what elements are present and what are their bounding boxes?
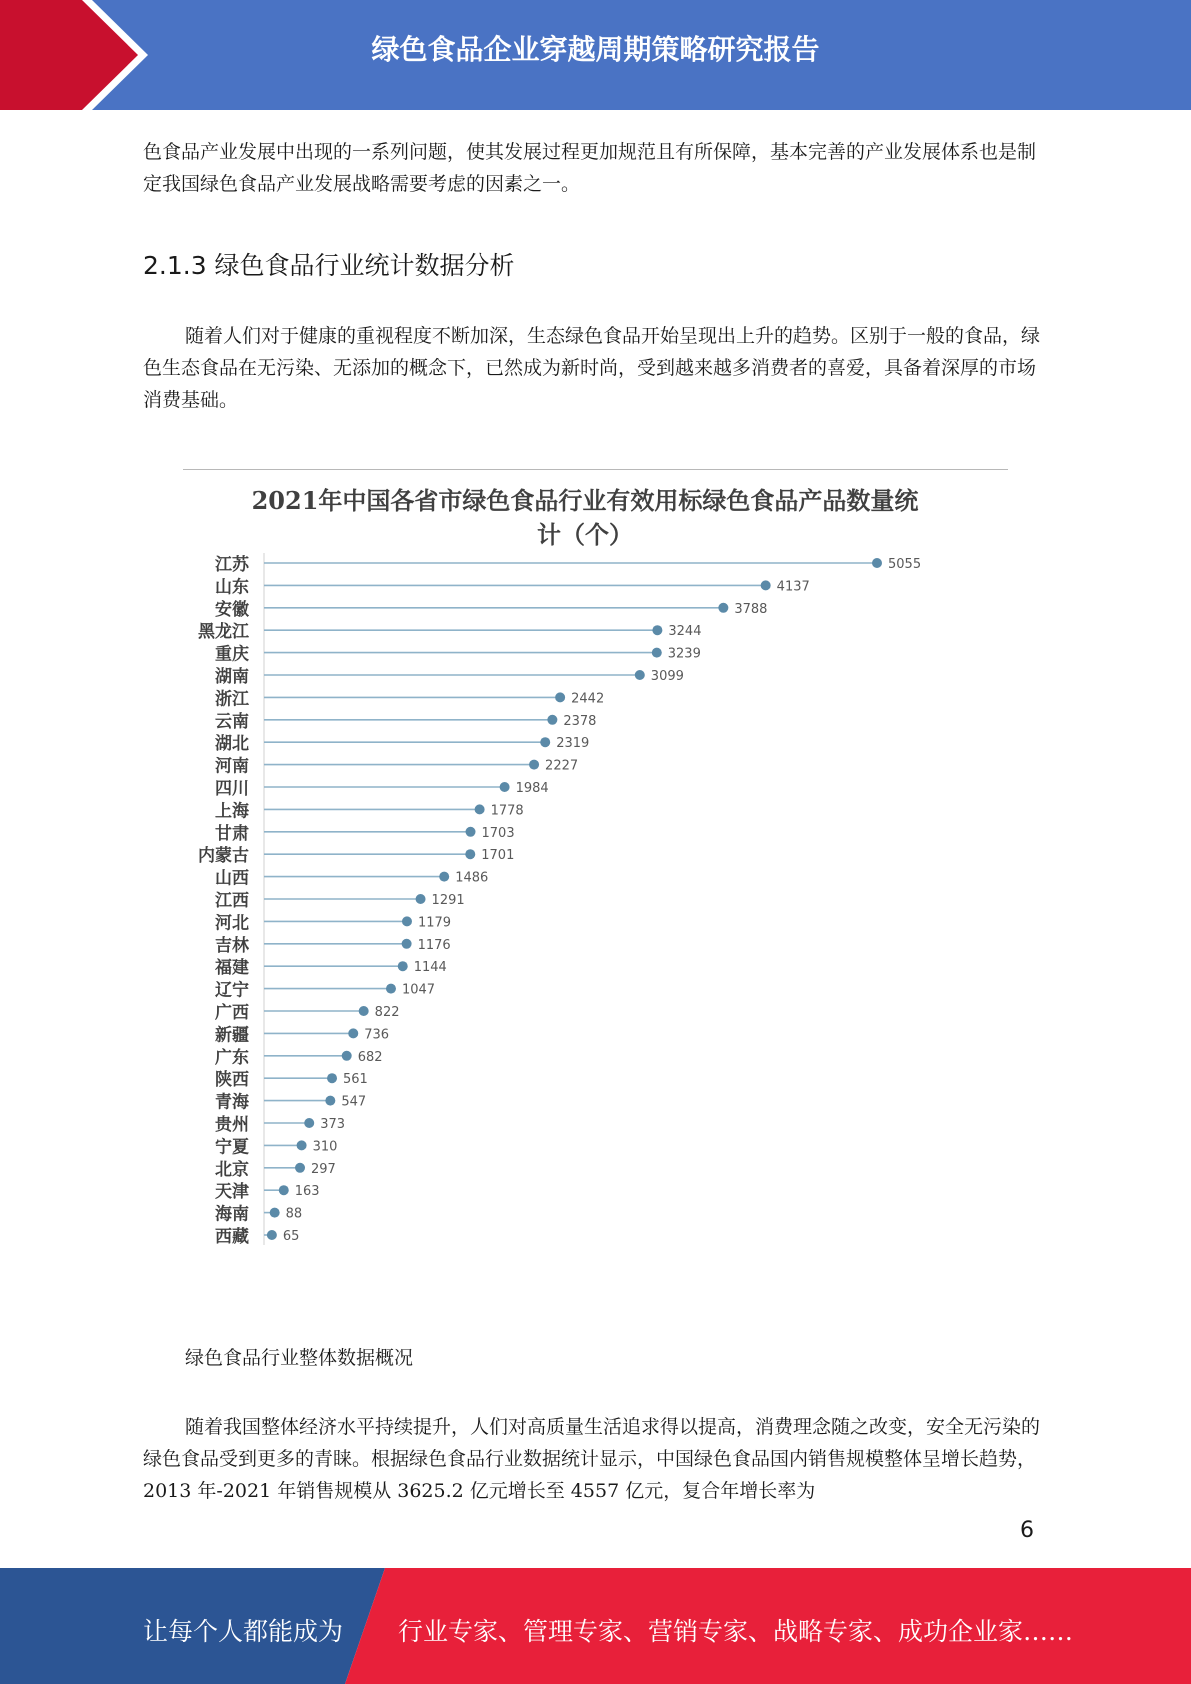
category-label: 上海 [215,801,249,822]
data-label: 297 [311,1161,336,1177]
lollipop-marker [465,849,475,859]
category-label: 甘肃 [215,823,249,844]
data-label: 1486 [455,870,489,886]
lollipop-marker [475,804,485,814]
lollipop-marker [635,670,645,680]
data-label: 5055 [888,557,922,572]
lollipop-marker [279,1185,289,1195]
lollipop-marker [402,939,412,949]
category-label: 山西 [215,868,249,889]
lollipop-marker [398,961,408,971]
category-label: 贵州 [215,1115,249,1135]
data-label: 1291 [431,893,465,908]
category-label: 黑龙江 [198,622,249,643]
lollipop-marker [327,1073,337,1083]
lollipop-marker [652,648,662,658]
lollipop-marker [270,1208,280,1218]
category-label: 云南 [215,711,249,732]
footer-slogan-left: 让每个人都能成为 [143,1617,344,1646]
data-label: 3788 [734,601,768,617]
category-label: 河北 [215,913,249,934]
paragraph-sales: 随着我国整体经济水平持续提升，人们对高质量生活追求得以提高，消费理念随之改变，安全无污染的绿色食品受到更多的青睐。根据绿色食品行业数据统计显示，中国绿色食品国内销售规模整体呈增长趋势，2013 年-2021 年销售规模从 3625.2 亿元增长至 4557 亿元，复合年增长率为 [143,1416,1041,1502]
data-label: 4137 [776,579,810,595]
data-label: 822 [374,1005,400,1020]
category-label: 山东 [215,577,249,598]
lollipop-marker [547,715,557,725]
category-label: 陕西 [215,1070,249,1091]
lollipop-marker [761,580,771,590]
lollipop-marker [267,1230,277,1240]
lollipop-marker [555,692,565,702]
category-label: 江苏 [215,555,249,575]
data-label: 3239 [667,646,701,662]
category-label: 浙江 [215,689,249,710]
lollipop-marker [297,1140,307,1150]
data-label: 1778 [490,803,524,819]
data-label: 1984 [515,781,549,796]
lollipop-marker [652,625,662,635]
data-label: 2227 [545,758,579,774]
lollipop-marker [295,1163,305,1173]
category-label: 内蒙古 [198,846,249,867]
section-heading: 2.1.3 绿色食品行业统计数据分析 [143,251,515,280]
category-label: 海南 [215,1204,249,1225]
lollipop-marker [718,603,728,613]
category-label: 广东 [215,1047,249,1068]
data-label: 1701 [481,848,515,864]
chart-title: 2021年中国各省市绿色食品行业有效用标绿色食品产品数量统计（个） [251,486,919,549]
category-label: 福建 [215,958,249,979]
category-label: 西藏 [215,1227,249,1247]
data-label: 2442 [571,691,605,707]
paragraph-intro: 色食品产业发展中出现的一系列问题，使其发展过程更加规范且有所保障，基本完善的产业发展体系也是制定我国绿色食品产业发展战略需要考虑的因素之一。 [143,141,1037,195]
lollipop-marker [540,737,550,747]
category-label: 宁夏 [215,1137,249,1158]
lollipop-marker [402,916,412,926]
category-label: 北京 [215,1159,249,1180]
data-label: 2378 [563,713,597,729]
data-label: 2319 [556,736,590,752]
category-label: 安徽 [215,599,249,620]
category-label: 天津 [215,1182,249,1203]
paragraph-trend: 随着人们对于健康的重视程度不断加深，生态绿色食品开始呈现出上升的趋势。区别于一般的食品，绿色生态食品在无污染、无添加的概念下，已然成为新时尚，受到越来越多消费者的喜爱，具备着深厚的市场消费基础。 [143,325,1041,411]
lollipop-marker [500,782,510,792]
data-label: 65 [282,1229,300,1244]
data-label: 682 [357,1049,383,1065]
data-label: 310 [312,1139,338,1155]
data-label: 1176 [417,937,451,953]
category-label: 新疆 [215,1025,249,1046]
chart-caption: 绿色食品行业整体数据概况 [185,1347,414,1369]
data-label: 547 [341,1094,367,1110]
data-label: 1703 [481,825,515,841]
page-number: 6 [1020,1518,1034,1543]
category-label: 广西 [215,1003,249,1023]
data-label: 163 [294,1184,320,1200]
data-label: 88 [285,1206,303,1222]
category-label: 重庆 [215,644,249,665]
lollipop-marker [348,1028,358,1038]
data-label: 373 [320,1117,346,1132]
lollipop-marker [359,1006,369,1016]
data-label: 1179 [417,915,452,931]
data-label: 3244 [668,624,702,640]
lollipop-marker [416,894,426,904]
category-label: 辽宁 [215,980,249,1001]
category-label: 湖北 [215,734,249,755]
lollipop-marker [872,558,882,568]
data-label: 1144 [413,960,447,976]
category-label: 河南 [215,756,249,777]
footer-slogan-right: 行业专家、管理专家、营销专家、战略专家、成功企业家…… [398,1617,1074,1646]
lollipop-marker [325,1096,335,1106]
data-label: 561 [343,1072,368,1088]
lollipop-marker [342,1051,352,1061]
lollipop-marker [529,760,539,770]
lollipop-marker [386,984,396,994]
data-label: 3099 [650,669,684,684]
report-title: 绿色食品企业穿越周期策略研究报告 [371,33,820,66]
data-label: 1047 [401,982,436,998]
category-label: 青海 [215,1092,249,1113]
lollipop-marker [304,1118,314,1128]
category-label: 湖南 [215,667,249,687]
category-label: 吉林 [215,935,249,956]
lollipop-marker [466,827,476,837]
category-label: 四川 [215,779,249,799]
data-label: 736 [364,1027,390,1043]
category-label: 江西 [215,891,249,911]
lollipop-marker [439,872,449,882]
